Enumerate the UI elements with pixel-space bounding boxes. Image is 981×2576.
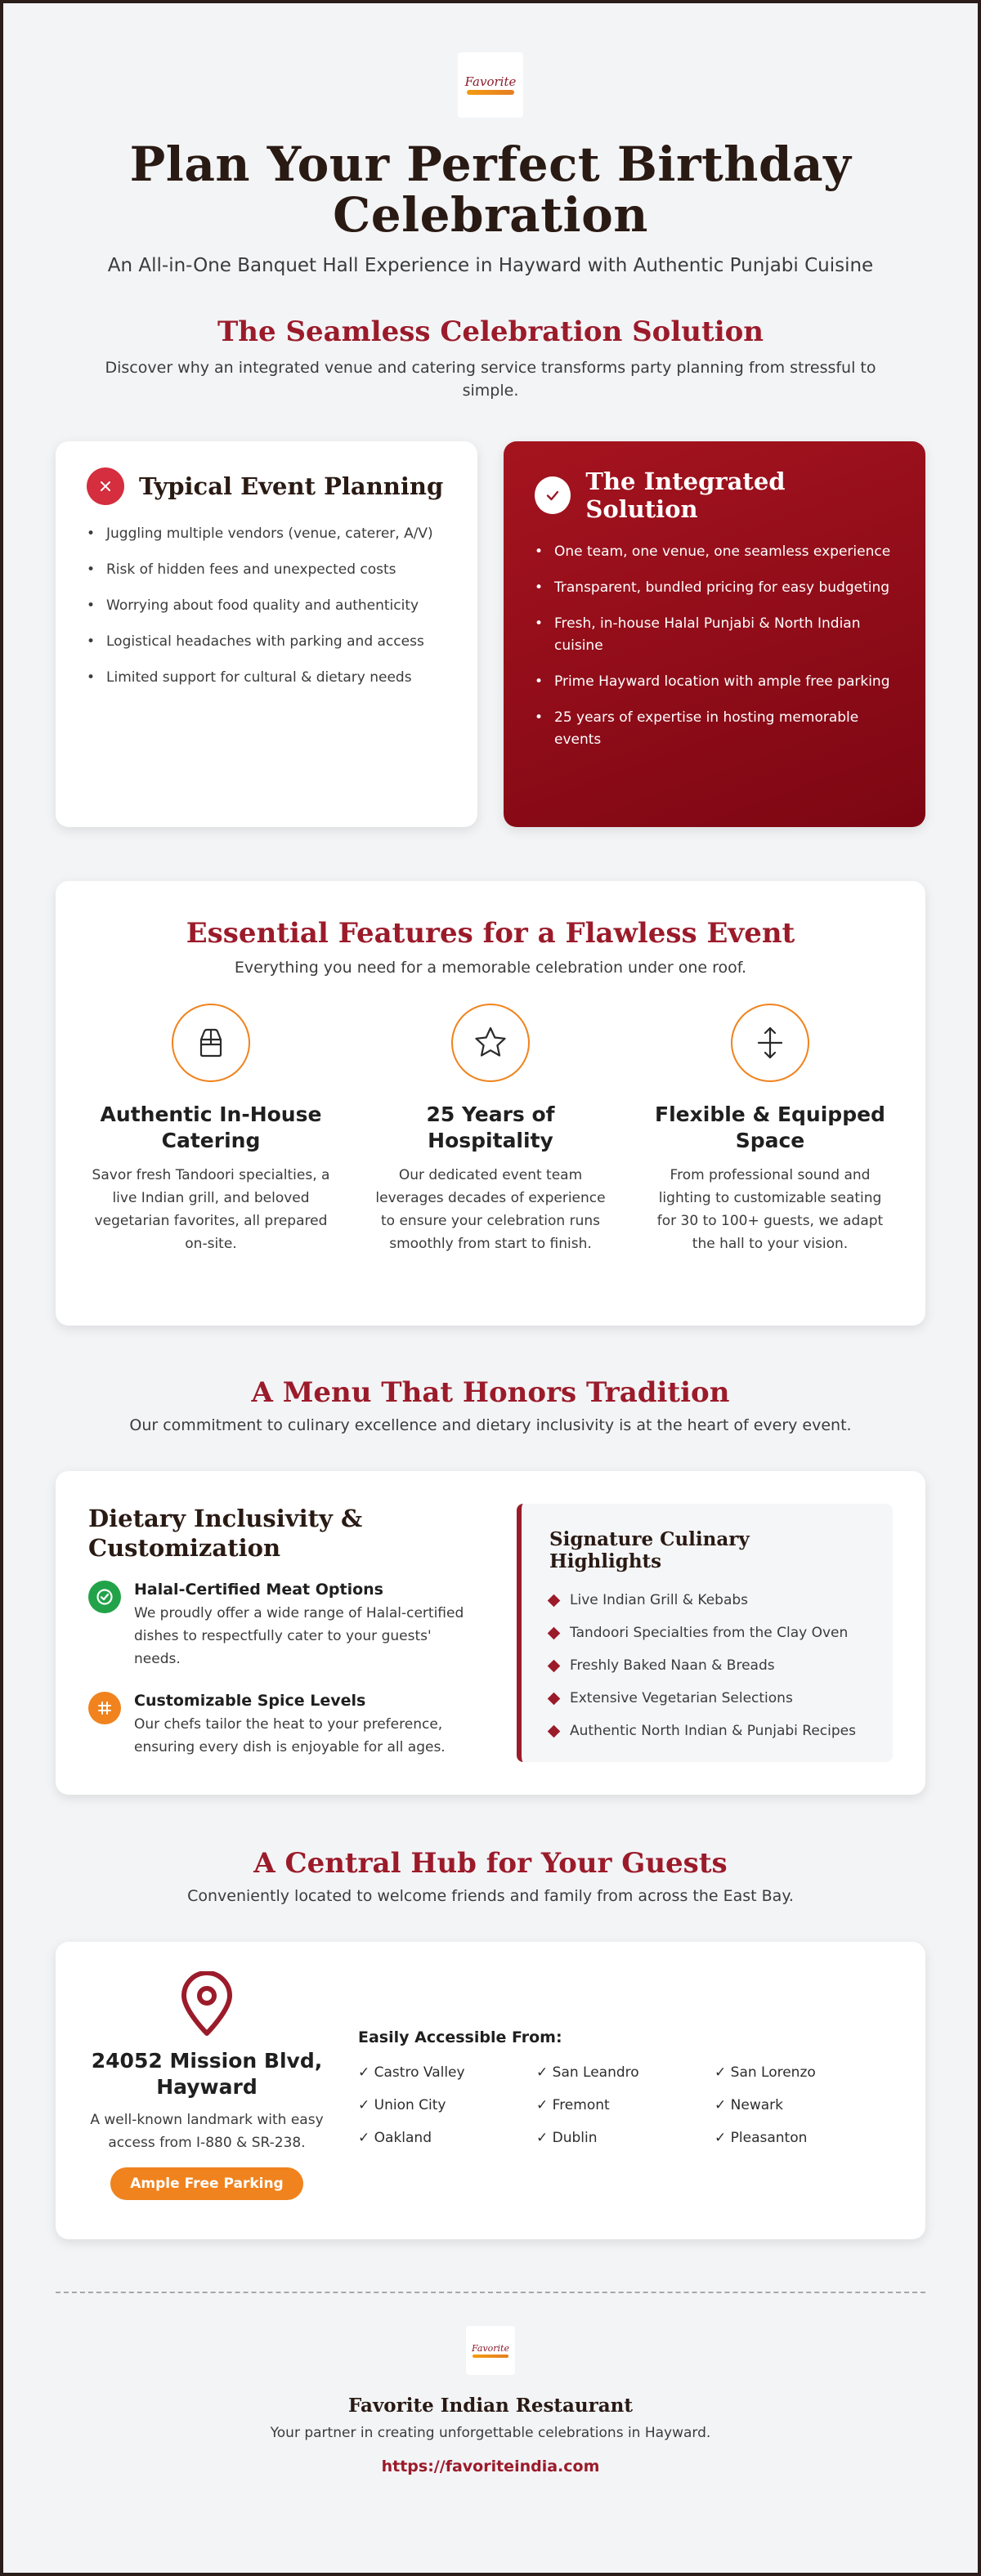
dietary-item [88, 1692, 481, 1759]
logo-text: Favorite [464, 74, 517, 89]
typical-planning-card [56, 441, 477, 827]
feature-item [647, 1004, 893, 1255]
city-item: ✓ Oakland [358, 2130, 432, 2146]
feature-description: From professional sound and lighting to customizable seating for 30 to 100+ guests, we adapt the hall to your vision. [656, 1167, 884, 1252]
list-item: • Prime Hayward location with ample free parking [535, 671, 894, 693]
takeout-box-icon [172, 1004, 250, 1082]
highlight-text: Live Indian Grill & Kebabs [570, 1592, 749, 1608]
list-item: • Limited support for cultural & dietary needs [87, 667, 446, 689]
close-icon [87, 467, 124, 505]
spice-level-icon [88, 1692, 121, 1724]
list-item [549, 1687, 865, 1710]
diamond-bullet-icon [548, 1692, 561, 1705]
highlight-text: Authentic North Indian & Punjabi Recipes [570, 1723, 856, 1739]
hero-subtitle: An All-in-One Banquet Hall Experience in Hayward with Authentic Punjabi Cuisine [107, 255, 874, 276]
city-list [358, 2061, 893, 2149]
typical-planning-title: Typical Event Planning [139, 472, 444, 500]
typical-planning-list [87, 523, 446, 689]
solution-subtitle: Discover why an integrated venue and catering service transforms party planning from stressful to simple. [105, 359, 876, 400]
feature-title: Authentic In-House Catering [100, 1102, 322, 1152]
highlights-panel [517, 1504, 893, 1762]
solution-title: The Seamless Celebration Solution [217, 315, 764, 348]
list-item: • Juggling multiple vendors (venue, caterer, A/V) [87, 523, 446, 545]
address-section [88, 1971, 325, 2210]
footer-restaurant-name: Favorite Indian Restaurant [347, 2395, 634, 2417]
footer-tagline: Your partner in creating unforgettable celebrations in Hayward. [270, 2425, 711, 2441]
feature-description: Savor fresh Tandoori specialties, a live Indian grill, and beloved vegetarian favorites, all prepared on-site. [92, 1167, 330, 1252]
list-item [549, 1589, 865, 1612]
logo-text: Favorite [472, 2342, 509, 2354]
diamond-bullet-icon [548, 1659, 561, 1672]
comparison-section [56, 441, 925, 827]
integrated-solution-list [535, 541, 894, 751]
city-item: ✓ San Lorenzo [714, 2064, 816, 2081]
accessibility-section [358, 1971, 893, 2210]
list-item [549, 1720, 865, 1742]
city-item: ✓ Pleasanton [714, 2130, 808, 2146]
logo-stripe [473, 2355, 508, 2358]
address-description: A well-known landmark with easy access from I-880 & SR-238. [90, 2112, 324, 2151]
address: 24052 Mission Blvd, Hayward [91, 2049, 323, 2099]
location-card [56, 1942, 925, 2239]
city-item: ✓ Castro Valley [358, 2064, 465, 2081]
footer-logo [466, 2326, 515, 2375]
footer-divider [56, 2292, 925, 2293]
menu-card [56, 1471, 925, 1795]
menu-subtitle: Our commitment to culinary excellence and dietary inclusivity is at the heart of every event. [129, 1416, 852, 1434]
dietary-section [88, 1504, 481, 1762]
city-item: ✓ Union City [358, 2097, 446, 2113]
feature-item [88, 1004, 334, 1255]
star-icon [451, 1004, 530, 1082]
hero-title: Plan Your Perfect Birthday Celebration [129, 136, 852, 243]
list-item: • Logistical headaches with parking and access [87, 631, 446, 653]
highlights-title: Signature Culinary Highlights [549, 1528, 750, 1572]
feature-title: 25 Years of Hospitality [426, 1102, 555, 1152]
highlights-list [549, 1589, 865, 1742]
access-title: Easily Accessible From: [358, 2028, 562, 2046]
website-link[interactable]: https://favoriteindia.com [381, 2457, 600, 2475]
brand-logo [458, 52, 523, 118]
map-pin-icon [88, 1971, 325, 2037]
feature-title: Flexible & Equipped Space [655, 1102, 885, 1152]
features-subtitle: Everything you need for a memorable celebration under one roof. [234, 959, 747, 977]
location-subtitle: Conveniently located to welcome friends and family from across the East Bay. [187, 1887, 794, 1905]
feature-item [368, 1004, 613, 1255]
highlight-text: Extensive Vegetarian Selections [570, 1690, 793, 1706]
menu-title: A Menu That Honors Tradition [251, 1376, 730, 1409]
dietary-title: Dietary Inclusivity & Customization [88, 1505, 363, 1562]
list-item: • One team, one venue, one seamless experience [535, 541, 894, 563]
location-title: A Central Hub for Your Guests [253, 1847, 728, 1880]
list-item: • 25 years of expertise in hosting memorable events [535, 707, 894, 751]
features-title: Essential Features for a Flawless Event [186, 917, 795, 950]
integrated-solution-card [504, 441, 925, 827]
list-item: • Transparent, bundled pricing for easy budgeting [535, 577, 894, 599]
feature-description: Our dedicated event team leverages decades of experience to ensure your celebration runs smoothly from start to finish. [375, 1167, 606, 1252]
city-item: ✓ San Leandro [536, 2064, 639, 2081]
highlight-text: Freshly Baked Naan & Breads [570, 1657, 775, 1674]
dietary-item-description: We proudly offer a wide range of Halal-certified dishes to respectfully cater to your guests' needs. [134, 1605, 464, 1667]
integrated-solution-title: The Integrated Solution [585, 467, 786, 523]
list-item: • Worrying about food quality and authenticity [87, 595, 446, 617]
diamond-bullet-icon [548, 1594, 561, 1607]
dietary-item [88, 1581, 481, 1670]
diamond-bullet-icon [548, 1626, 561, 1639]
parking-badge: Ample Free Parking [110, 2167, 302, 2200]
list-item [549, 1621, 865, 1644]
dietary-item-title: Customizable Spice Levels [134, 1692, 366, 1710]
diamond-bullet-icon [548, 1724, 561, 1737]
city-item: ✓ Newark [714, 2097, 783, 2113]
dietary-item-description: Our chefs tailor the heat to your preference, ensuring every dish is enjoyable for all ages. [134, 1716, 446, 1755]
check-circle-icon [88, 1581, 121, 1613]
city-item: ✓ Dublin [536, 2130, 598, 2146]
features-card [56, 881, 925, 1326]
logo-stripe [467, 90, 514, 95]
list-item [549, 1654, 865, 1677]
city-item: ✓ Fremont [536, 2097, 610, 2113]
check-icon [535, 476, 571, 514]
list-item: • Fresh, in-house Halal Punjabi & North Indian cuisine [535, 613, 894, 657]
expand-arrows-icon [731, 1004, 809, 1082]
dietary-item-title: Halal-Certified Meat Options [134, 1581, 383, 1599]
highlight-text: Tandoori Specialties from the Clay Oven [570, 1625, 849, 1641]
list-item: • Risk of hidden fees and unexpected costs [87, 559, 446, 581]
